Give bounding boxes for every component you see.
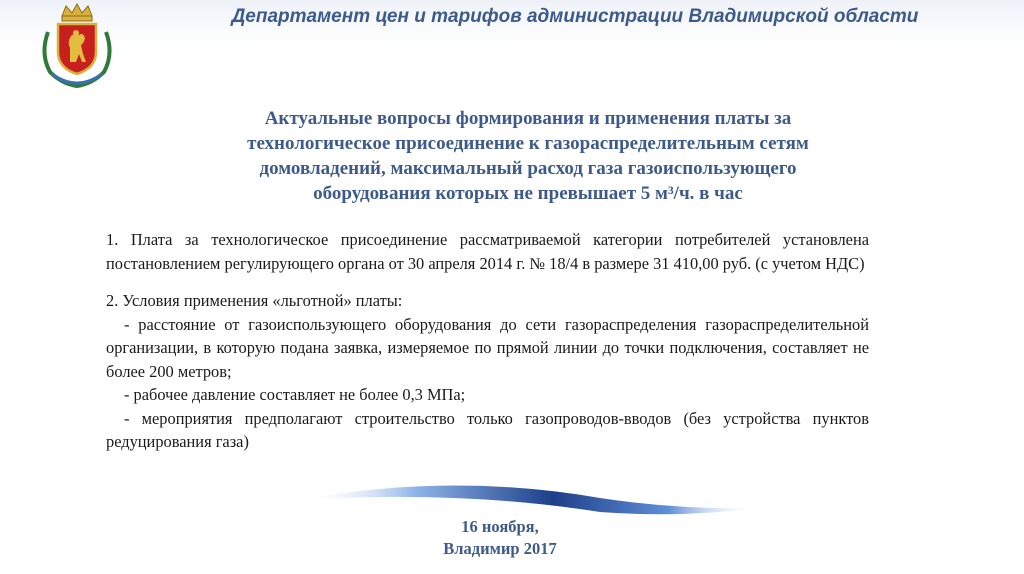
title-line: оборудования которых не превышает 5 м³/ч. в час [313,183,743,204]
paragraph-item-1: 1. Плата за технологическое присоединение рассматриваемой категории потребителей установлена постановлением регулирующего органа от 30 апреля 2014 г. № 18/4 в размере 31 410,00 руб. (с учетом НДС) [106,230,869,273]
page-title [170,106,886,206]
title-line: домовладений, максимальный расход газа газоиспользующего [259,158,797,179]
title-line: технологическое присоединение к газораспределительным сетям [247,133,809,154]
bullet-distance: - расстояние от газоиспользующего оборудования до сети газораспределения газораспределительной организации, в которую подана заявка, измеряемое по прямой линии до точки подключения, составляет не более 200 метров; [106,314,869,381]
coat-of-arms-icon [34,2,120,88]
footer [380,516,620,560]
bullet-pressure: - рабочее давление составляет не более 0,3 МПа; [124,385,466,404]
footer-place-year: Владимир 2017 [443,539,557,558]
department-title: Департамент цен и тарифов администрации Владимирской области [231,6,919,27]
content-body [106,228,869,454]
footer-date: 16 ноября, [461,517,539,536]
bullet-construction: - мероприятия предполагают строительство только газопроводов-вводов (без устройства пунктов редуцирования газа) [106,408,869,451]
paragraph-item-2-heading: 2. Условия применения «льготной» платы: [106,291,403,310]
title-line: Актуальные вопросы формирования и применения платы за [264,108,792,129]
